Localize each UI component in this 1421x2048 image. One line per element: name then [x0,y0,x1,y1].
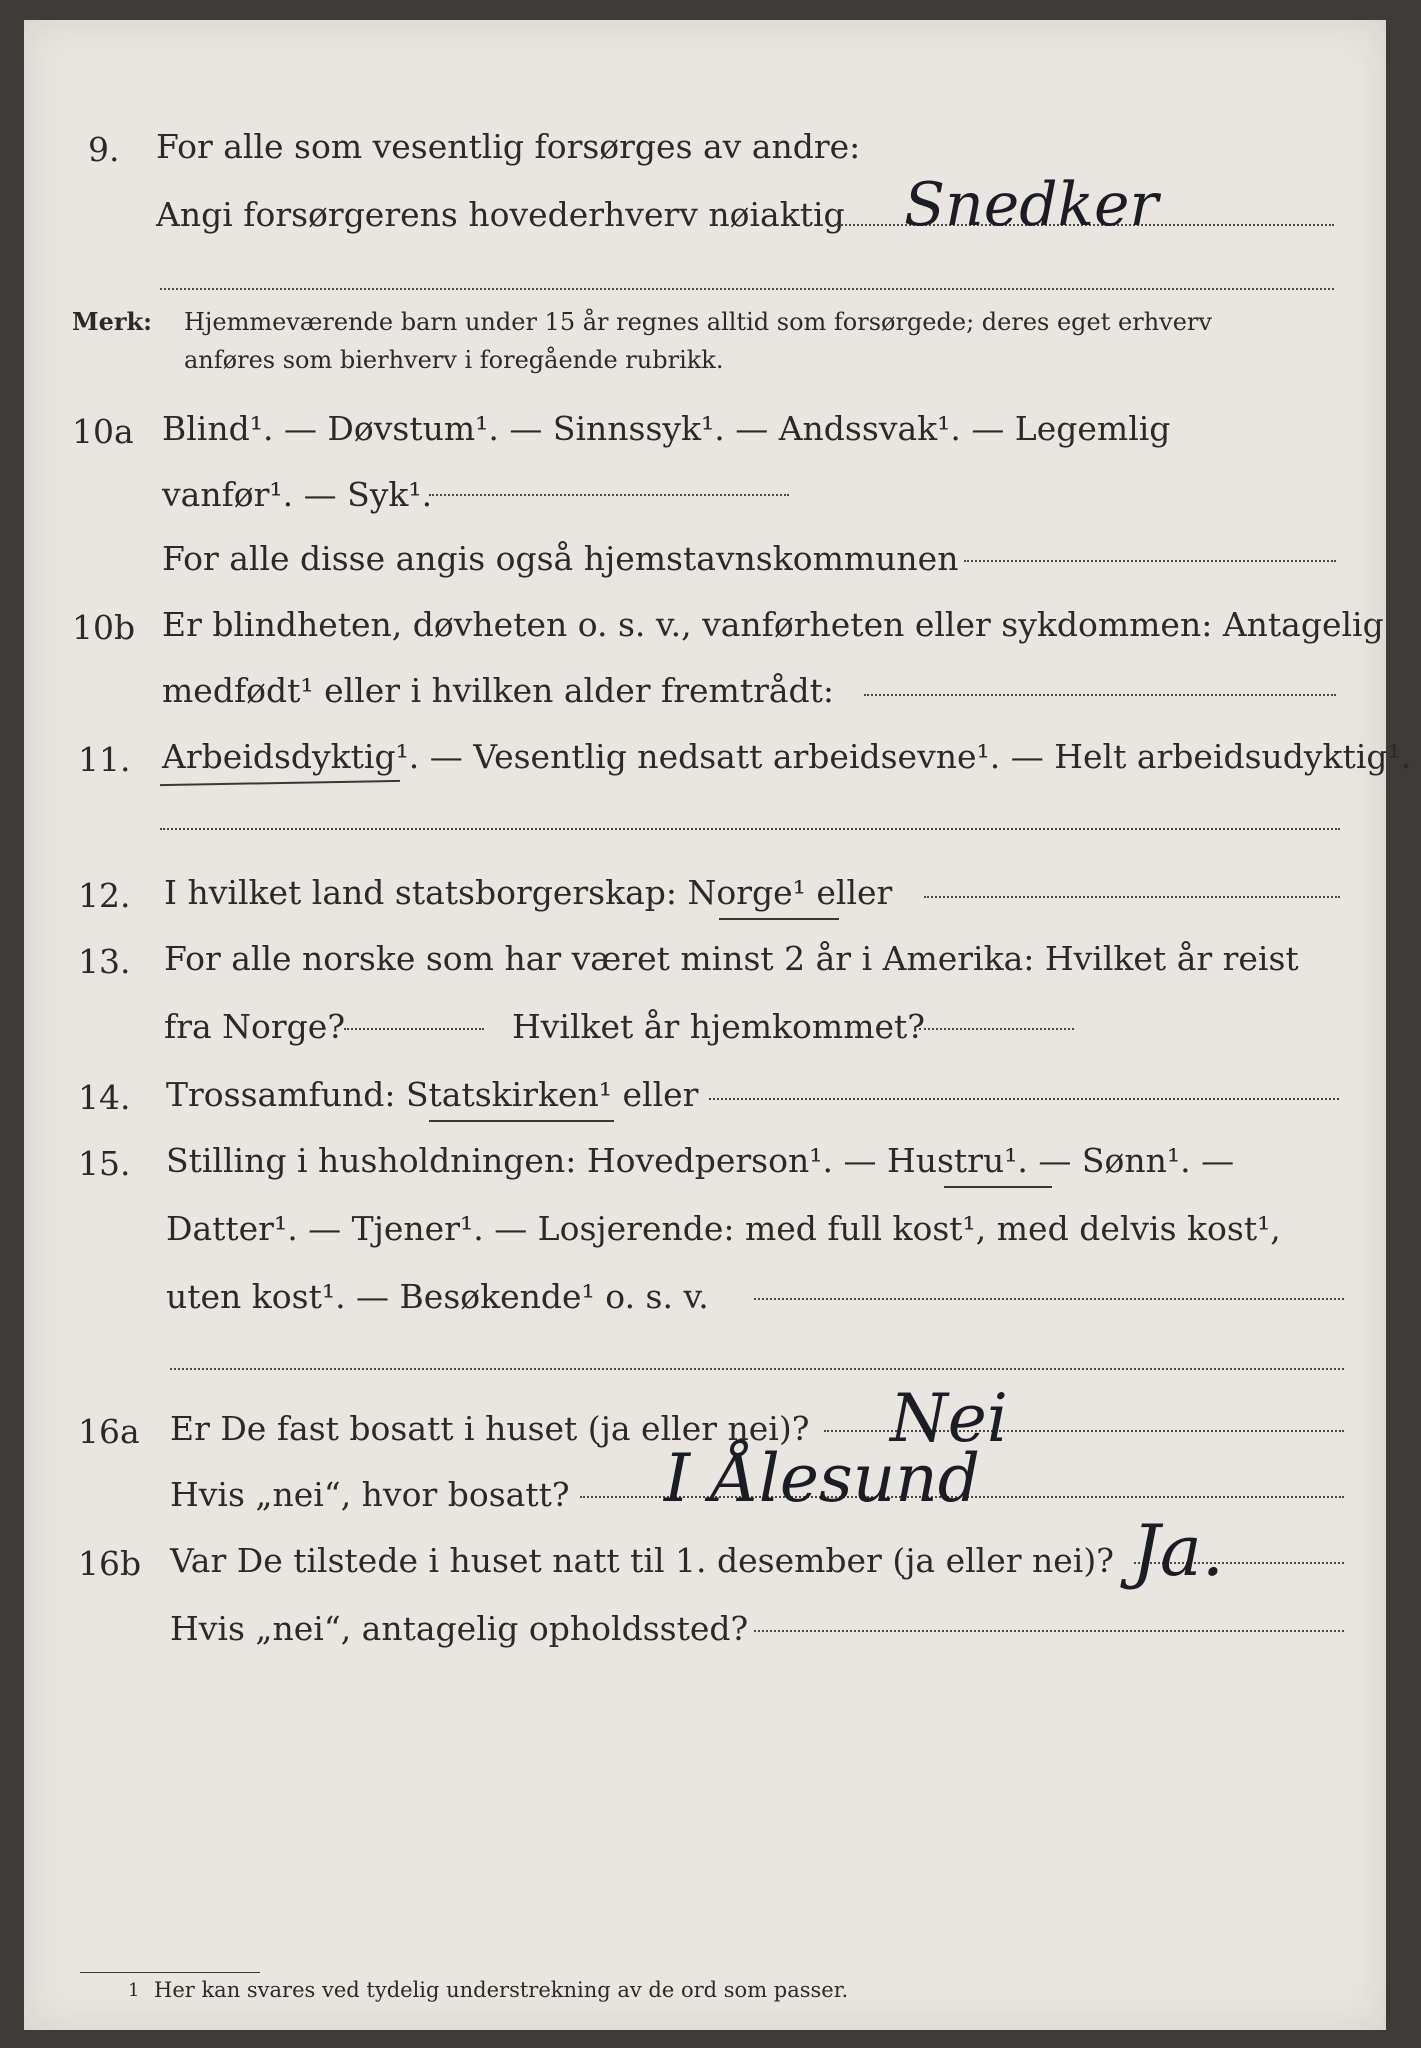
q12-underline-norge [719,918,839,920]
q13-return-year-line [919,1028,1074,1030]
q10b-line2: medfødt¹ eller i hvilken alder fremtrådt: [162,671,835,710]
question-number-9: 9. [88,130,120,169]
q16b-line2: Hvis „nei“, antagelig opholdssted? [170,1609,749,1648]
q9-handwritten-answer: Snedker [904,170,1159,240]
q16b-line1: Var De tilstede i huset natt til 1. desember (ja eller nei)? [170,1541,1114,1580]
question-number-14: 14. [78,1078,131,1117]
question-number-10a: 10a [72,412,134,451]
merk-line1: Hjemmeværende barn under 15 år regnes alltid som forsørgede; deres eget erhverv [184,308,1212,336]
footnote-text: Her kan svares ved tydelig understrekning av de ord som passer. [154,1978,849,2002]
footnote-mark: 1 [128,1980,140,2001]
q15-line3: uten kost¹. — Besøkende¹ o. s. v. [166,1277,709,1316]
q13-line1: For alle norske som har været minst 2 år i Amerika: Hvilket år reist [164,939,1299,978]
q10a-line2: vanfør¹. — Syk¹. [162,475,433,514]
q10a-line3: For alle disse angis også hjemstavnskommunen [162,539,959,578]
q13-line2a: fra Norge? [164,1007,346,1046]
q14-answer-line [709,1098,1339,1100]
q16a-line1: Er De fast bosatt i huset (ja eller nei)? [170,1409,810,1448]
q10a-line1: Blind¹. — Døvstum¹. — Sinnssyk¹. — Andssvak¹. — Legemlig [162,409,1171,448]
q9-extra-line [160,288,1334,290]
q15-line2: Datter¹. — Tjener¹. — Losjerende: med full kost¹, med delvis kost¹, [166,1209,1281,1248]
q9-line2: Angi forsørgerens hovederhverv nøiaktig [156,195,845,234]
q13-departure-year-line [344,1028,484,1030]
q15-extra-line [170,1368,1344,1370]
question-number-13: 13. [78,942,131,981]
q14-line1: Trossamfund: Statskirken¹ eller [166,1075,699,1114]
question-number-10b: 10b [72,608,136,647]
q12-line1: I hvilket land statsborgerskap: Norge¹ eller [164,873,893,912]
q12-answer-line [924,896,1340,898]
q16a-handwritten-answer-2: I Ålesund [664,1440,981,1517]
question-number-11: 11. [78,740,131,779]
question-number-16a: 16a [78,1412,140,1451]
q11-extra-line [160,828,1340,830]
q10b-answer-line [864,694,1336,696]
q10b-line1: Er blindheten, døvheten o. s. v., vanførheten eller sykdommen: Antagelig [162,605,1384,644]
q11-line1: Arbeidsdyktig¹. — Vesentlig nedsatt arbeidsevne¹. — Helt arbeidsudyktig¹. [162,737,1412,776]
q9-line1: For alle som vesentlig forsørges av andre: [156,127,861,166]
q11-underline-arbeidsdyktig [160,780,400,786]
q16b-answer-line-2 [754,1630,1344,1632]
question-number-12: 12. [78,876,131,915]
q15-line1: Stilling i husholdningen: Hovedperson¹. — Hustru¹. — Sønn¹. — [166,1141,1235,1180]
question-number-16b: 16b [78,1544,142,1583]
q16b-handwritten-answer-1: Ja. [1132,1510,1225,1592]
merk-line2: anføres som bierhverv i foregående rubrikk. [184,346,724,374]
merk-label: Merk: [72,307,152,336]
q13-line2b: Hvilket år hjemkommet? [512,1007,925,1046]
census-form-page [24,20,1412,2030]
q15-underline-hustru [944,1186,1052,1188]
question-number-15: 15. [78,1144,131,1183]
q16a-line2: Hvis „nei“, hvor bosatt? [170,1475,570,1514]
q15-answer-line [754,1298,1344,1300]
q16a-handwritten-answer-1: Nei [890,1380,1008,1457]
q14-underline-statskirken [429,1120,614,1122]
q10a-home-municipality-line [964,560,1336,562]
footnote-separator [80,1972,260,1973]
q10a-answer-line [429,494,789,496]
